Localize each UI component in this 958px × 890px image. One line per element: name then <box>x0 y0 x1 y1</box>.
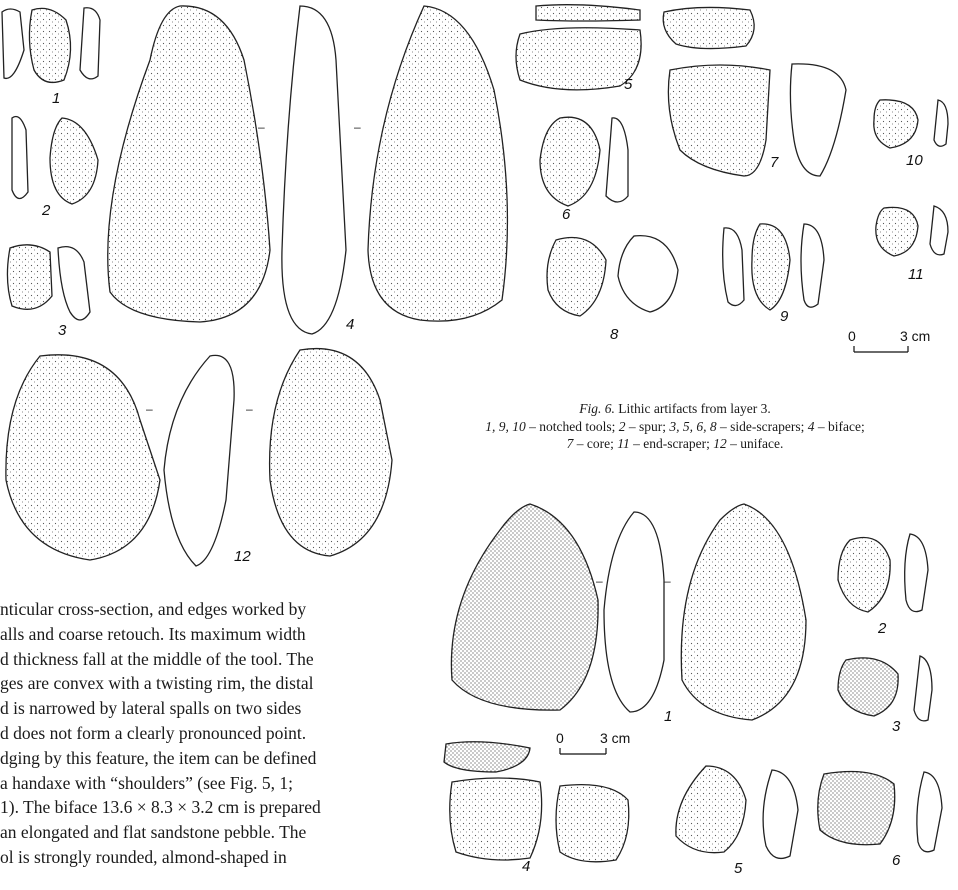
figure-6-caption <box>405 400 945 453</box>
fig6-label-3: 3 <box>58 322 67 339</box>
fig7-label-5: 5 <box>734 860 743 877</box>
caption-line-2 <box>405 418 945 436</box>
fig6-label-7: 7 <box>770 154 779 171</box>
caption-title-line <box>405 400 945 418</box>
caption-text: – biface; <box>814 418 865 434</box>
view-dash: – <box>246 402 253 416</box>
fig7-scale-unit: 3 cm <box>600 730 631 746</box>
caption-text: – end-scraper; <box>629 436 714 451</box>
fig6-scale-unit: 3 cm <box>900 328 931 344</box>
caption-item-ref: 4 <box>807 418 815 434</box>
fig6-label-5: 5 <box>624 76 633 93</box>
body-line: dging by this feature, the item can be defined <box>0 747 317 768</box>
fig6-scale-zero: 0 <box>848 328 856 344</box>
scale-bar-fig7 <box>560 748 606 754</box>
view-dash: – <box>354 120 361 134</box>
fig7-scale-zero: 0 <box>556 730 564 746</box>
caption-item-ref: 11 <box>617 436 630 451</box>
artifact-6-9-drawing <box>723 224 824 310</box>
artifact-6-5-drawing <box>516 5 641 90</box>
body-line: 1). The biface 13.6 × 8.3 × 3.2 cm is prepared <box>0 797 321 818</box>
caption-text: – side-scrapers; <box>716 418 808 434</box>
fig7-label-3: 3 <box>892 718 901 735</box>
caption-text: – spur; <box>625 418 670 434</box>
body-line: d is narrowed by lateral spalls on two sides <box>0 698 302 719</box>
fig6-label-9: 9 <box>780 308 789 325</box>
caption-text: – uniface. <box>726 436 784 451</box>
fig6-label-1: 1 <box>52 90 61 107</box>
caption-item-ref: 3, 5, 6, 8 <box>669 418 717 434</box>
caption-item-ref: 1, 9, 10 <box>485 418 526 434</box>
artifact-6-10-drawing <box>874 100 948 148</box>
body-line: d does not form a clearly pronounced point. <box>0 722 307 743</box>
artifact-6-7-drawing <box>663 7 846 176</box>
body-line: a handaxe with “shoulders” (see Fig. 5, 1; <box>0 772 294 793</box>
fig7-label-2: 2 <box>878 620 887 637</box>
fig6-label-12: 12 <box>234 548 251 565</box>
artifact-6-4-drawing <box>108 6 508 334</box>
artifact-7-2-drawing <box>838 534 928 612</box>
body-line: nticular cross-section, and edges worked by <box>0 599 307 619</box>
fig7-label-6: 6 <box>892 852 901 869</box>
artifact-7-6-drawing <box>818 772 942 852</box>
fig7-label-1: 1 <box>664 708 673 725</box>
caption-title: Lithic artifacts from layer 3. <box>614 401 771 416</box>
fig6-label-8: 8 <box>610 326 619 343</box>
artifact-7-5-drawing <box>676 766 798 858</box>
caption-item-ref: 2 <box>618 418 626 434</box>
artifact-6-2-drawing <box>12 117 98 205</box>
fig6-label-11: 11 <box>908 266 924 283</box>
artifact-7-1-drawing <box>451 504 806 720</box>
caption-line-3 <box>405 435 945 453</box>
artifact-6-3-drawing <box>7 245 90 320</box>
body-line: ges are convex with a twisting rim, the distal <box>0 673 314 694</box>
fig6-label-6: 6 <box>562 206 571 223</box>
caption-item-ref: 7 <box>566 436 574 451</box>
body-line: ol is strongly rounded, almond-shaped in <box>0 846 287 867</box>
caption-text: – core; <box>573 436 618 451</box>
fig6-label-4: 4 <box>346 316 355 333</box>
artifact-6-11-drawing <box>876 206 948 256</box>
fig6-label-2: 2 <box>42 202 51 219</box>
body-line: alls and coarse retouch. Its maximum width <box>0 623 306 644</box>
caption-item-ref: 12 <box>713 436 727 451</box>
view-dash: – <box>258 120 265 134</box>
view-dash: – <box>146 402 153 416</box>
body-line: d thickness fall at the middle of the tool. The <box>0 648 314 669</box>
fig7-label-4: 4 <box>522 858 531 875</box>
caption-fig-ref: Fig. 6. <box>579 401 615 416</box>
artifact-6-12-drawing <box>6 349 392 566</box>
fig6-label-10: 10 <box>906 152 923 169</box>
view-dash: – <box>596 574 603 588</box>
artifact-7-3-drawing <box>838 656 932 721</box>
body-text-column <box>0 597 425 870</box>
artifact-7-4-drawing <box>444 742 629 862</box>
scale-bar-fig6 <box>854 346 908 352</box>
view-dash: – <box>664 574 671 588</box>
body-line: an elongated and flat sandstone pebble. The <box>0 822 307 843</box>
artifact-6-8-drawing <box>547 236 678 316</box>
caption-text: – notched tools; <box>525 418 619 434</box>
artifact-6-1-drawing <box>2 8 100 83</box>
artifact-6-6-drawing <box>540 117 628 206</box>
